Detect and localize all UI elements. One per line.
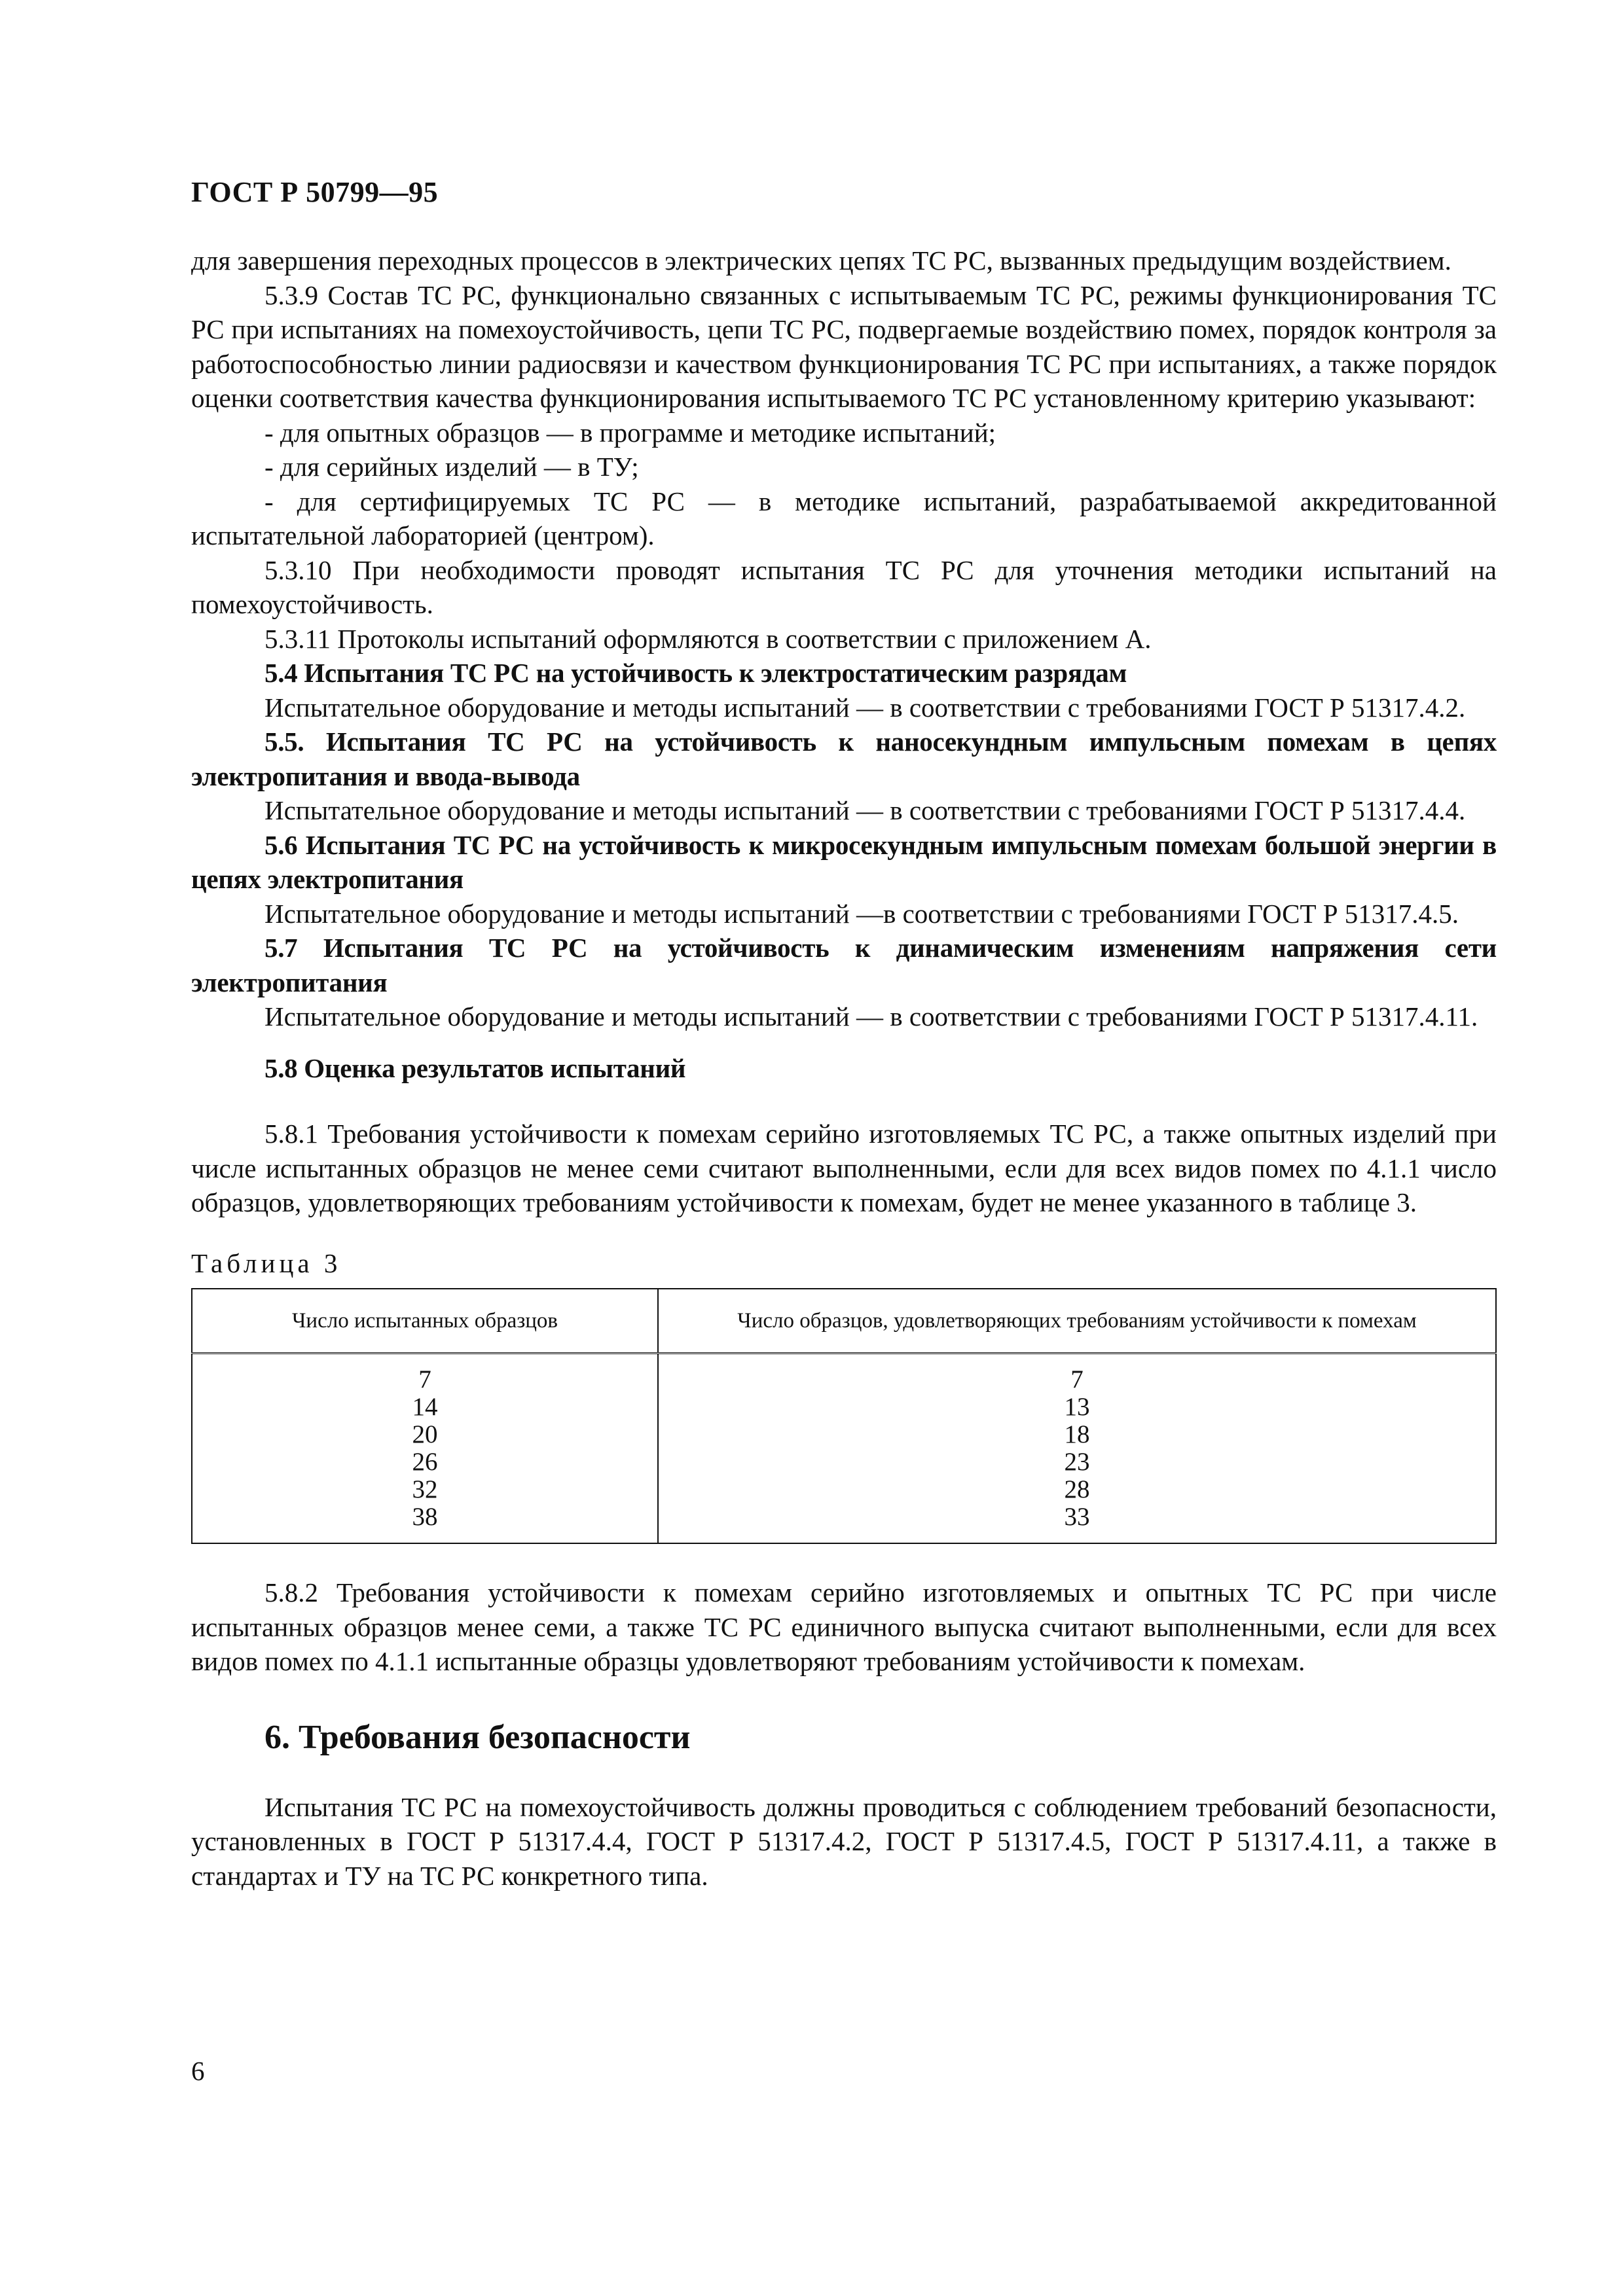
paragraph-5-8-2: 5.8.2 Требования устойчивости к помехам серийно изготовляемых и опытных ТС РС при числе испытанных образцов менее семи, а также ТС РС единичного выпуска считают выполненными, если для всех видов помех по 4.1.1 испытанные образцы удовлетворяют требованиям устойчивости к помехам. xyxy=(191,1577,1497,1676)
table-cell: 26 xyxy=(192,1448,658,1476)
section-5-5-heading: 5.5. Испытания ТС РС на устойчивость к наносекундным импульсным помехам в цепях электропитания и ввода-вывода xyxy=(191,726,1497,791)
table-header-compliant-samples: Число образцов, удовлетворяющих требованиям устойчивости к помехам xyxy=(658,1289,1496,1354)
page-number: 6 xyxy=(191,2056,205,2086)
section-6-heading: 6. Требования безопасности xyxy=(264,1718,691,1756)
table-cell: 33 xyxy=(658,1503,1496,1543)
table-header-tested-samples: Число испытанных образцов xyxy=(192,1289,658,1354)
section-5-7-heading: 5.7 Испытания ТС РС на устойчивость к динамическим изменениям напряжения сети электропитания xyxy=(191,933,1497,997)
table-cell: 32 xyxy=(192,1476,658,1503)
table-caption: Таблица 3 xyxy=(191,1247,342,1278)
paragraph-5-3-11: 5.3.11 Протоколы испытаний оформляются в соответствии с приложением А. xyxy=(264,623,1152,654)
document-header: ГОСТ Р 50799—95 xyxy=(191,176,439,208)
table-cell: 23 xyxy=(658,1448,1496,1476)
table-cell: 14 xyxy=(192,1393,658,1421)
table-cell: 18 xyxy=(658,1421,1496,1448)
document-body xyxy=(191,243,1497,1893)
table-row xyxy=(192,1503,1496,1543)
table-row xyxy=(192,1421,1496,1448)
paragraph-5-3-9: 5.3.9 Состав ТС РС, функционально связанных с испытываемым ТС РС, режимы функционирования ТС РС при испытаниях на помехоустойчивость, цепи ТС РС, подвергаемые воздействию помех, порядок контроля за работоспособностью линии радиосвязи и качеством функционирования ТС РС при испытаниях, а также порядок оценки соответствия качества функционирования испытываемого ТС РС установленному критерию указывают: xyxy=(191,279,1497,413)
intro-paragraph: для завершения переходных процессов в электрических цепях ТС РС, вызванных предыдущим воздействием. xyxy=(191,245,1451,276)
section-5-5-text: Испытательное оборудование и методы испытаний — в соответствии с требованиями ГОСТ Р 51317.4.4. xyxy=(264,795,1466,825)
table-cell: 38 xyxy=(192,1503,658,1543)
table-row xyxy=(192,1393,1496,1421)
table-row xyxy=(192,1448,1496,1476)
paragraph-5-8-1: 5.8.1 Требования устойчивости к помехам серийно изготовляемых ТС РС, а также опытных изделий при числе испытанных образцов не менее семи считают выполненными, если для всех видов помех по 4.1.1 число образцов, удовлетворяющих требованиям устойчивости к помехам, будет не менее указанного в таблице 3. xyxy=(191,1119,1497,1217)
section-5-6-text: Испытательное оборудование и методы испытаний —в соответствии с требованиями ГОСТ Р 51317.4.5. xyxy=(264,898,1459,929)
table-row xyxy=(192,1476,1496,1503)
list-item: - для серийных изделий — в ТУ; xyxy=(264,452,639,482)
table-cell: 13 xyxy=(658,1393,1496,1421)
section-6-text: Испытания ТС РС на помехоустойчивость должны проводиться с соблюдением требований безопасности, установленных в ГОСТ Р 51317.4.4, ГОСТ Р 51317.4.2, ГОСТ Р 51317.4.5, ГОСТ Р 51317.4.11, а также в стандартах и ТУ на ТС РС конкретного типа. xyxy=(191,1791,1497,1891)
section-5-7-text: Испытательное оборудование и методы испытаний — в соответствии с требованиями ГОСТ Р 51317.4.11. xyxy=(264,1001,1478,1031)
table-cell: 20 xyxy=(192,1421,658,1448)
section-5-6-heading: 5.6 Испытания ТС РС на устойчивость к микросекундным импульсным помехам большой энергии в цепях электропитания xyxy=(191,829,1497,894)
table-3 xyxy=(191,1288,1497,1544)
paragraph-5-3-10: 5.3.10 При необходимости проводят испытания ТС РС для уточнения методики испытаний на помехоустойчивость. xyxy=(191,554,1497,619)
table-cell: 7 xyxy=(192,1354,658,1394)
section-5-4-heading: 5.4 Испытания ТС РС на устойчивость к электростатическим разрядам xyxy=(264,658,1127,688)
table-cell: 7 xyxy=(658,1354,1496,1394)
list-item: - для опытных образцов — в программе и методике испытаний; xyxy=(264,417,996,448)
table-cell: 28 xyxy=(658,1476,1496,1503)
table-row xyxy=(192,1354,1496,1394)
section-5-4-text: Испытательное оборудование и методы испытаний — в соответствии с требованиями ГОСТ Р 51317.4.2. xyxy=(264,692,1466,723)
list-item: - для сертифицируемых ТС РС — в методике испытаний, разрабатываемой аккредитованной испытательной лабораторией (центром). xyxy=(191,486,1497,550)
section-5-8-heading: 5.8 Оценка результатов испытаний xyxy=(264,1052,686,1083)
